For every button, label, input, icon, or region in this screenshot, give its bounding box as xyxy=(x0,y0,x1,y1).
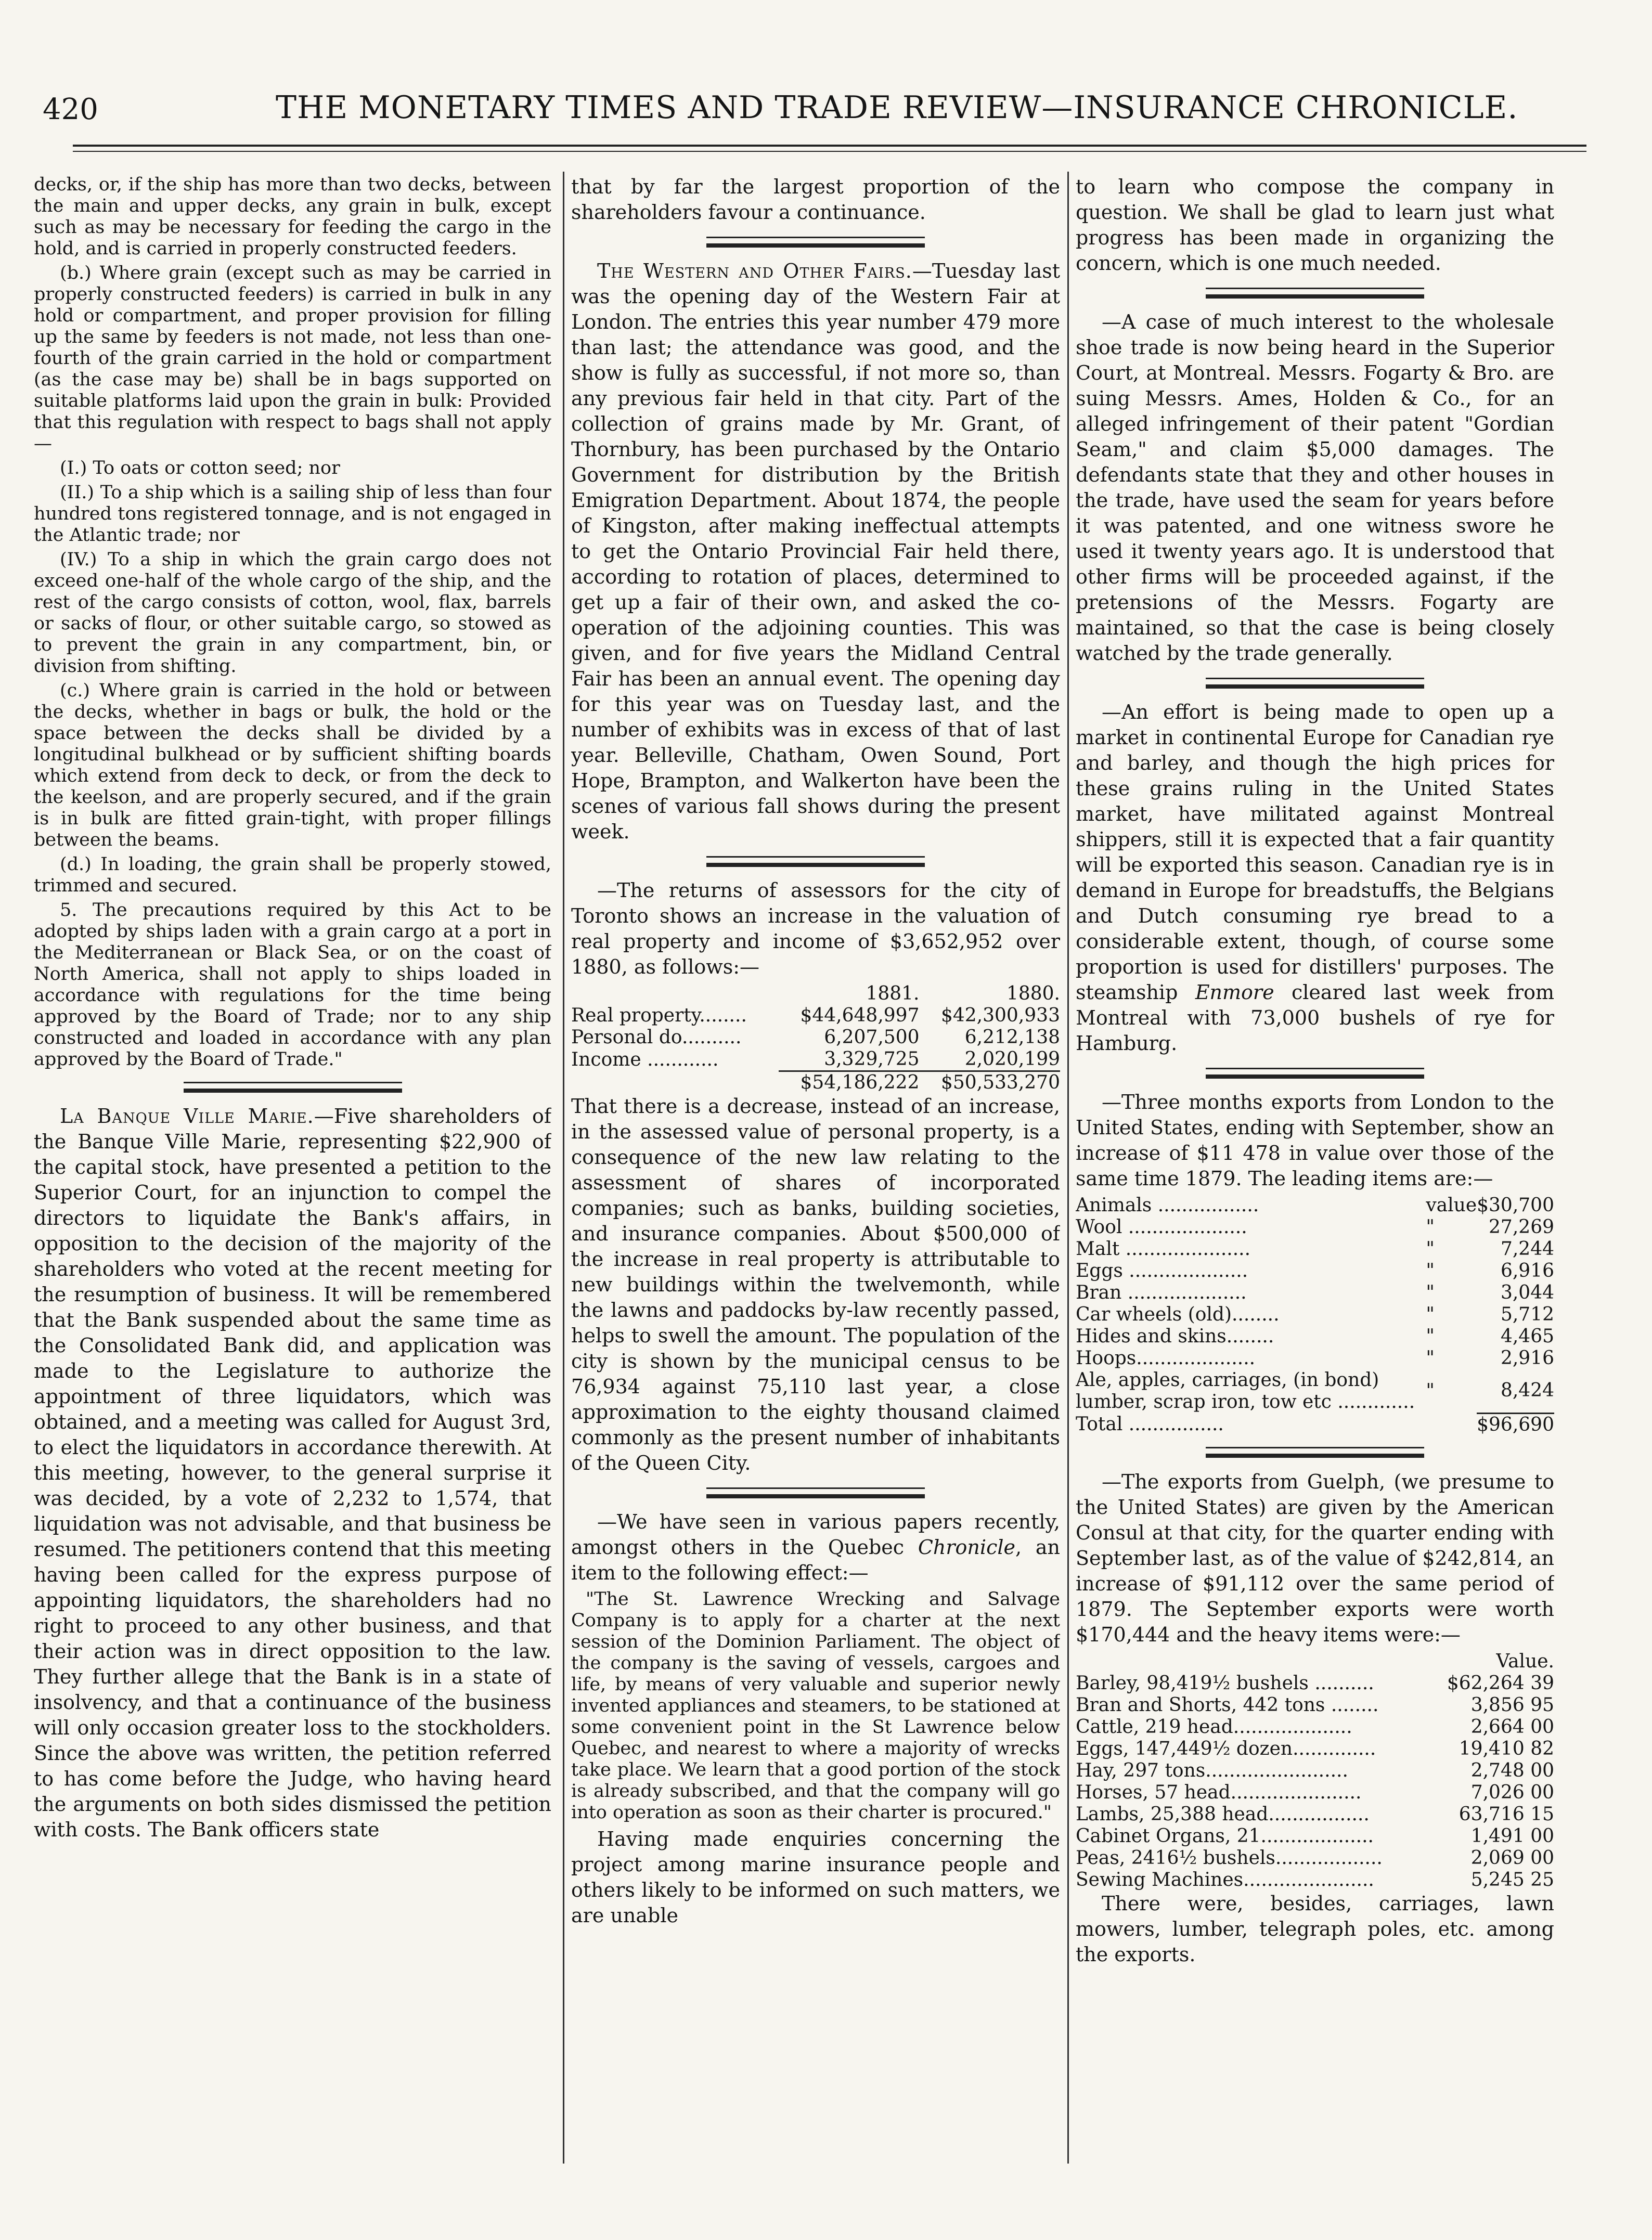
table-row xyxy=(571,1005,1060,1027)
table-row xyxy=(1076,1348,1554,1369)
item-label: Peas, 2416½ bushels.................. xyxy=(1076,1847,1383,1869)
article-body: —Five shareholders of the Banque Ville Marie, representing $22,900 of the capital stock, have presented a petition to the Superior Court, for an injunction to compel the directors to liquidate the Bank's affairs, in opposition to the decision of the majority of the shareholders who voted at the recent meeting for the resumption of business. It will be remembered that the Bank suspended about the same time as the Consolidated Bank did, and application was made to the Legislature to authorize the appointment of three liquidators, which was obtained, and a meeting was called for August 3rd, to elect the liquidators in accordance therewith. At this meeting, however, to the general surprise it was decided, by a vote of 2,232 to 1,574, that liquidation was not advisable, and that business be resumed. The petitioners contend that this meeting having been called for the express purpose of appointing liquidators, the shareholders had no right to proceed to any other business, and that their action was in direct opposition to the law. They further allege that the Bank is in a state of insolvency, and that a continuance of the business will only occasion greater loss to the stockholders. Since the above was written, the petition referred to has come before the Judge, who having heard the arguments on both sides dismissed the petition with costs. The Bank officers state xyxy=(34,1105,551,1841)
quoted-item: "The St. Lawrence Wrecking and Salvage Company is to apply for a charter at the next session of the Dominion Parliament. The object of the company is the saving of vessels, cargoes and life, by means of very valuable and superior newly invented appliances and steamers, to be stationed at some convenient point in the St Lawrence below Quebec, and nearest to where a majority of wrecks take place. We learn that a good portion of the stock is already subscribed, and that the company will go into operation as soon as their charter is procured." xyxy=(571,1589,1060,1823)
article-shoe-trade: —A case of much interest to the wholesale shoe trade is now being heard in the Superior Court, at Montreal. Messrs. Fogarty & Bro. are suing Messrs. Ames, Holden & Co., for an alleged infringement of their patent "Gordian Seam," and claim $5,000 damages. The defendants state that they and other houses in the trade, have used the seam for years before it was patented, and one witness swore he used it twenty years ago. It is understood that other firms will be proceeded against, if the pretensions of the Messrs. Fogarty are maintained, so that the case is being closely watched by the trade generally. xyxy=(1076,310,1554,665)
table-row xyxy=(1076,1760,1554,1782)
item-label: Cattle, 219 head.................... xyxy=(1076,1716,1352,1738)
section-separator xyxy=(571,1482,1060,1503)
unit: " xyxy=(1426,1304,1435,1325)
unit: value xyxy=(1426,1195,1477,1216)
total-value: $96,690 xyxy=(1477,1414,1554,1435)
amount: 4,465 xyxy=(1500,1326,1554,1347)
row-label: Income ............ xyxy=(571,1048,719,1070)
item-label: Hides and skins........ xyxy=(1076,1326,1274,1347)
amount: 5,712 xyxy=(1500,1304,1554,1325)
text-block: —Three months exports from London to the United States, ending with September, show an increase of $11 478 in value over those of the same time 1879. The leading items are:— xyxy=(1076,1091,1554,1190)
item-label: Malt ..................... xyxy=(1076,1238,1251,1260)
amount: 63,716 15 xyxy=(1459,1803,1554,1825)
item-label: Eggs, 147,449½ dozen.............. xyxy=(1076,1738,1376,1759)
amount: 7,244 xyxy=(1500,1238,1554,1260)
text-block: —The returns of assessors for the city of Toronto shows an increase in the valuation of real property and income of $3,652,952 over 1880, as follows:— xyxy=(571,879,1060,978)
text-run: —We have seen in various papers recently, amongst others in the Quebec xyxy=(571,1510,1060,1559)
total-value: $54,186,222 xyxy=(779,1071,919,1094)
table-row xyxy=(1076,1216,1554,1238)
section-separator xyxy=(1076,282,1554,303)
table-row xyxy=(1076,1825,1554,1847)
item-label: Barley, 98,419½ bushels .......... xyxy=(1076,1672,1374,1694)
column-header: 1880. xyxy=(1006,983,1060,1004)
item-label: Lambs, 25,388 head................. xyxy=(1076,1803,1370,1825)
item-label: Car wheels (old)........ xyxy=(1076,1304,1280,1325)
article-banque-ville-marie xyxy=(34,1104,551,1843)
section-separator xyxy=(1076,1063,1554,1083)
unit: " xyxy=(1426,1380,1435,1402)
item-label: Bran and Shorts, 442 tons ........ xyxy=(1076,1694,1379,1716)
assessment-table xyxy=(571,983,1060,1094)
cell-value: $44,648,997 xyxy=(800,1005,920,1026)
column-1 xyxy=(34,174,551,2197)
text-run: —An effort is being made to open up a market in continental Europe for Canadian rye and barley, and though the high prices for these grains ruling in the United States market, have militated against Montreal shippers, still it is expected that a fair quantity will be exported this season. Canadian rye is in demand in Europe for breadstuffs, the Belgians and Dutch consuming rye bread to a considerable extent, though, of course some proportion is used for distillers' purposes. The steamship xyxy=(1076,701,1554,1004)
unit: " xyxy=(1426,1282,1435,1303)
table-row xyxy=(1076,1847,1554,1869)
table-row xyxy=(1076,1673,1554,1694)
header-rule xyxy=(73,145,1586,147)
newspaper-name: Chronicle xyxy=(918,1536,1015,1559)
cell-value: 2,020,199 xyxy=(964,1048,1060,1070)
text-block: That there is a decrease, instead of an increase, in the assessed value of personal property, is a consequence of the new law relating to the assessment of shares of incorporated companies; such as banks, building societies, and insurance companies. About $500,000 of the increase in real property is attributable to new buildings within the twelvemonth, while the lawns and paddocks by-law recently passed, helps to swell the amount. The population of the city is shown by the municipal census to be 76,934 against 75,110 last year, a close approximation to the eighty thousand claimed commonly as the present number of inhabitants of the Queen City. xyxy=(571,1095,1060,1474)
section-separator xyxy=(1076,1442,1554,1463)
text-block: (b.) Where grain (except such as may be carried in properly constructed feeders) is carried in bulk in any hold or compartment, and proper provision for filling up the same by feeders is not made, not less than one-fourth of the grain carried in the hold or compartment (as the case may be) shall be in bags supported on suitable platforms laid upon the grain in bulk: Provided that this regulation with respect to bags shall not apply— xyxy=(34,263,551,454)
section-separator xyxy=(571,851,1060,872)
guelph-exports-table xyxy=(1076,1651,1554,1891)
table-row xyxy=(1076,1869,1554,1891)
item-label: Horses, 57 head...................... xyxy=(1076,1781,1362,1803)
ship-name: Enmore xyxy=(1195,981,1274,1004)
column-divider xyxy=(563,172,564,2164)
amount: 2,664 00 xyxy=(1470,1716,1554,1738)
text-run: cleared last week from Montreal with 73,000 bushels of rye for Hamburg. xyxy=(1076,981,1554,1055)
unit: " xyxy=(1426,1238,1435,1260)
article-rye-market xyxy=(1076,700,1554,1056)
table-row xyxy=(1076,1326,1554,1348)
amount: 19,410 82 xyxy=(1459,1738,1554,1759)
cell-value: 6,212,138 xyxy=(964,1027,1060,1048)
amount: 5,245 25 xyxy=(1470,1869,1554,1891)
column-divider xyxy=(1067,172,1069,2164)
table-row xyxy=(1076,1260,1554,1282)
amount: 1,491 00 xyxy=(1470,1825,1554,1847)
header-rule-thin xyxy=(73,151,1586,152)
unit: " xyxy=(1426,1348,1435,1369)
column-3 xyxy=(1076,174,1554,2197)
london-exports-table xyxy=(1076,1195,1554,1436)
table-row xyxy=(1076,1282,1554,1304)
item-label: Sewing Machines...................... xyxy=(1076,1869,1374,1891)
amount: 3,856 95 xyxy=(1470,1694,1554,1716)
item-label: Bran .................... xyxy=(1076,1282,1247,1303)
text-block: (IV.) To a ship in which the grain cargo does not exceed one-half of the whole cargo of the ship, and the rest of the cargo consists of cotton, wool, flax, barrels or sacks of flour, or other suitable cargo, so stowed as to prevent the grain in any compartment, bin, or division from shifting. xyxy=(34,549,551,677)
article-heading: La Banque Ville Marie. xyxy=(60,1105,314,1128)
column-header: Value. xyxy=(1496,1650,1554,1672)
article-fairs xyxy=(571,258,1060,845)
amount: 2,916 xyxy=(1500,1348,1554,1369)
item-label: Wool .................... xyxy=(1076,1216,1247,1238)
cell-value: 3,329,725 xyxy=(824,1048,920,1070)
table-row xyxy=(571,1027,1060,1048)
column-2 xyxy=(571,174,1060,2197)
table-row xyxy=(1076,1304,1554,1326)
text-block: decks, or, if the ship has more than two decks, between the main and upper decks, any grain in bulk, except such as may be necessary for feeding the cargo in the hold, and is carried in properly constructed feeders. xyxy=(34,174,551,259)
text-run: , an item to the following effect:— xyxy=(571,1536,1060,1584)
item-label: Cabinet Organs, 21................... xyxy=(1076,1825,1374,1847)
unit: " xyxy=(1426,1260,1435,1281)
text-block: to learn who compose the company in question. We shall be glad to learn just what progress has been made in organizing the concern, which is one much needed. xyxy=(1076,175,1554,275)
section-separator xyxy=(1076,672,1554,693)
text-block: (II.) To a ship which is a sailing ship of less than four hundred tons registered tonnage, and is not engaged in the Atlantic trade; nor xyxy=(34,482,551,546)
unit: " xyxy=(1426,1216,1435,1238)
text-block xyxy=(571,1509,1060,1586)
table-row xyxy=(1076,1804,1554,1825)
text-block: (c.) Where grain is carried in the hold or between the decks, whether in bags or bulk, the hold or the space between the decks shall be divided by a longitudinal bulkhead or by sufficient shifting boards which extend from deck to deck, or from the deck to the keelson, and are properly secured, and if the grain is in bulk are fitted grain-tight, with proper fillings between the beams. xyxy=(34,680,551,850)
item-label: Ale, apples, carriages, (in bond) lumber, scrap iron, tow etc ............. xyxy=(1076,1369,1415,1413)
section-separator xyxy=(34,1077,551,1097)
amount: 2,069 00 xyxy=(1470,1847,1554,1869)
table-header-row xyxy=(1076,1651,1554,1673)
text-block: (I.) To oats or cotton seed; nor xyxy=(60,458,340,478)
table-total-row xyxy=(1076,1413,1554,1436)
amount: 27,269 xyxy=(1489,1216,1554,1238)
row-label: Personal do.......... xyxy=(571,1027,742,1048)
text-block: Having made enquiries concerning the project among marine insurance people and others likely to be informed on such matters, we are unable xyxy=(571,1828,1060,1927)
total-value: $50,533,270 xyxy=(920,1071,1061,1094)
text-block: 5. The precautions required by this Act to be adopted by ships laden with a grain cargo at a port in the Mediterranean or Black Sea, or on the coast of North America, shall not apply to ships loaded in accordance with regulations for the time being approved by the Board of Trade; nor to any ship constructed and loaded in accordance with any plan approved by the Board of Trade." xyxy=(34,900,551,1070)
table-row xyxy=(1076,1369,1554,1413)
table-row xyxy=(1076,1694,1554,1716)
table-row xyxy=(1076,1738,1554,1760)
item-label: Hoops.................... xyxy=(1076,1348,1256,1369)
section-separator xyxy=(571,231,1060,252)
amount: 8,424 xyxy=(1500,1380,1554,1402)
article-body: —Tuesday last was the opening day of the Western Fair at London. The entries this year number 479 more than last; the attendance was good, and the show is fully as successful, if not more so, than any previous fair held in that city. Part of the collection of grains made by Mr. Grant, of Thornbury, has been purchased by the Ontario Government for distribution by the British Emigration Department. About 1874, the people of Kingston, after making ineffectual attempts to get the Ontario Provincial Fair held there, according to rotation of places, determined to get up a fair of their own, and asked the co-operation of the adjoining counties. This was given, and for five years the Midland Central Fair has been an annual event. The opening day for this year was on Tuesday last, and the number of exhibits was in excess of that of last year. Belleville, Chatham, Owen Sound, Port Hope, Brampton, and Walkerton have been the scenes of various fall shows during the present week. xyxy=(571,260,1060,843)
text-block: (d.) In loading, the grain shall be properly stowed, trimmed and secured. xyxy=(34,854,551,896)
amount: 3,044 xyxy=(1500,1282,1554,1303)
table-total-row xyxy=(571,1071,1060,1094)
amount: $30,700 xyxy=(1477,1195,1554,1216)
item-label: Hay, 297 tons........................ xyxy=(1076,1759,1348,1781)
column-header: 1881. xyxy=(866,983,920,1004)
table-row xyxy=(571,1048,1060,1071)
article-heading: The Western and Other Fairs. xyxy=(597,260,912,282)
amount: $62,264 39 xyxy=(1447,1672,1554,1694)
page-number: 420 xyxy=(43,93,98,126)
total-label: Total ................ xyxy=(1076,1413,1224,1435)
text-block: There were, besides, carriages, lawn mowers, lumber, telegraph poles, etc. among the exports. xyxy=(1076,1892,1554,1966)
table-header-row xyxy=(571,983,1060,1005)
cell-value: 6,207,500 xyxy=(824,1027,920,1048)
text-block: —The exports from Guelph, (we presume to the United States) are given by the American Consul at that city, for the quarter ending with September last, as of the value of $242,814, an increase of $91,112 over the same period of 1879. The September exports were worth $170,444 and the heavy items were:— xyxy=(1076,1470,1554,1646)
table-row xyxy=(1076,1195,1554,1216)
table-row xyxy=(1076,1782,1554,1804)
amount: 7,026 00 xyxy=(1470,1781,1554,1803)
item-label: Eggs .................... xyxy=(1076,1260,1248,1281)
text-block: that by far the largest proportion of the shareholders favour a continuance. xyxy=(571,175,1060,224)
cell-value: $42,300,933 xyxy=(940,1005,1060,1026)
amount: 2,748 00 xyxy=(1470,1759,1554,1781)
row-label: Real property........ xyxy=(571,1005,747,1026)
item-label: Animals ................. xyxy=(1076,1195,1259,1216)
unit: " xyxy=(1426,1326,1435,1347)
table-row xyxy=(1076,1716,1554,1738)
table-row xyxy=(1076,1238,1554,1260)
amount: 6,916 xyxy=(1500,1260,1554,1281)
running-header: THE MONETARY TIMES AND TRADE REVIEW—INSURANCE CHRONICLE. xyxy=(276,89,1518,126)
